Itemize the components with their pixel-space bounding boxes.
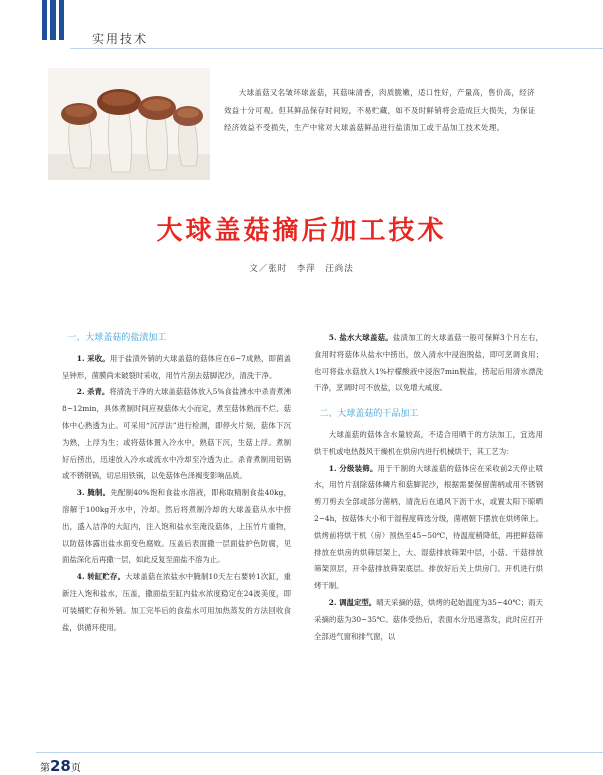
page-number — [40, 757, 81, 775]
step-label: 5. 盐水大球盖菇。 — [328, 333, 393, 342]
paragraph-pickling — [62, 485, 291, 569]
article-title: 大球盖菇摘后加工技术 — [156, 216, 447, 246]
header-tab-bars — [42, 0, 64, 40]
step-text: 将清洗干净的大球盖菇菇体放入5%食盐沸水中杀青煮沸8~12min，具体煮制时间应视菇体大小而定，煮至菇体熟而不烂、菇体中心熟透为止。可采用“沉浮法”进行检测，即停火片刻，菇体下沉为熟，上浮为生；或将菇体置入冷水中，熟菇下沉，生菇上浮。煮制好后捞出，迅速放入冷水或流水中冷却至冷透为止。杀青煮制用铝锅或不锈钢锅，切忌用铁锅，以免菇体色泽褐变影响品质。 — [62, 387, 291, 481]
paragraph-grading — [314, 461, 543, 595]
step-label: 4. 转缸贮存。 — [76, 572, 126, 582]
section-heading-drying: 二、大球盖菇的干品加工 — [319, 409, 419, 420]
paragraph-harvest — [62, 351, 291, 385]
step-label: 2. 杀青。 — [76, 387, 110, 397]
section-heading-salting: 一、大球盖菇的盐渍加工 — [67, 333, 167, 343]
paragraph-drying-intro: 大球盖菇的菇体含水量较高，不适合用晒干的方法加工，宜选用烘干机或电热鼓风干燥机在烘房内进行机械烘干，其工艺为： — [314, 429, 543, 456]
right-column — [314, 330, 543, 645]
step-text: 晴天采摘的菇，烘烤的起始温度为35~40℃；雨天采摘的菇为30~35℃。菇体受热后，表面水分迅速蒸发，此时应打开全部进气窗和排气窗，以 — [314, 597, 543, 641]
footer-rule — [36, 752, 603, 753]
step-text: 盐渍加工的大球盖菇一般可保鲜3个月左右，食用时将菇体从盐水中捞出，放入清水中浸泡脱盐，即可烹调食用；也可将盐水菇放入1%柠檬酸液中浸泡7min脱盐，捞起后用清水漂洗干净，烹调时可不放盐，以免增大咸度。 — [314, 333, 543, 393]
header-rule — [70, 48, 603, 49]
page-prefix: 第 — [40, 763, 50, 774]
page-number-value: 28 — [50, 757, 71, 775]
step-label: 2. 调温定型。 — [328, 597, 377, 607]
section-label: 实用技术 — [92, 32, 149, 46]
step-text: 先配制40%饱和食盐水溶液，即称取精制食盐40kg，溶解于100kg开水中，冷却。然后将煮制冷却的大球盖菇从水中捞出，盛入洁净的大缸内，注入饱和盐水至淹没菇体，上压竹片重物，以防菇体露出盐水面变色腐败。压盖后表面撒一层面盐护色防腐，见面盐深化后再撒一层，如此反复至面盐不溶为止。 — [62, 488, 291, 565]
step-text: 用于干制的大球盖菇的菇体应在采收前2天停止喷水，用竹片刮除菇体鳞片和菇脚泥沙，根据需要保留菌柄或用不锈钢剪刀剪去全部或部分菌柄，清洗后在通风下沥干水，或置太阳下晾晒2~4h，按菇体大小和干湿程度筛选分级，菌褶朝下摆放在烘烤筛上。烘烤前将烘干机（房）预热至45~50℃，待温度稍降低，再把鲜菇筛排放在烘房的烘筛层架上，大、湿菇排放筛架中层，小菇、干菇排放筛架顶层，开伞菇排放筛架底层。排放好后关上烘房门、开机进行烘烤干制。 — [314, 463, 543, 591]
paragraph-storage — [62, 569, 291, 636]
left-column — [62, 330, 291, 636]
paragraph-brined-mushroom — [314, 330, 543, 397]
step-label: 1. 采收。 — [76, 353, 110, 363]
intro-paragraph: 大球盖菇又名皱环球盖菇，其菇味清香，肉质脆嫩，适口性好，产量高，售价高，经济效益十分可观。但其鲜品保存时间短，不易贮藏，如不及时鲜销将会造成巨大损失，为保证经济效益不受损失，生产中常对大球盖菇鲜品进行盐渍加工或干品加工技术处理。 — [224, 88, 536, 132]
step-label: 3. 腌制。 — [76, 488, 111, 498]
article-authors: 文／张时 李萍 汪尚法 — [249, 264, 354, 274]
paragraph-blanching — [62, 384, 291, 485]
step-text: 用于盐渍外销的大球盖菇的菇体应在6~7成熟，即菌盖呈钟形，菌膜尚未破裂时采收，用竹片刮去菇脚泥沙，清洗干净。 — [62, 353, 291, 380]
mushroom-photo — [48, 68, 210, 180]
paragraph-temperature — [314, 595, 543, 645]
step-label: 1. 分级装筛。 — [328, 463, 378, 473]
step-text: 大球盖菇在浓盐水中腌制10天左右要转1次缸，重新注入饱和盐水，压盖，撒面盐至缸内盐水浓度稳定在24波美度，即可装桶贮存和外销。加工完毕后的食盐水可用加热蒸发的方法回收食盐，供循环使用。 — [62, 572, 292, 632]
page-suffix: 页 — [70, 763, 81, 774]
